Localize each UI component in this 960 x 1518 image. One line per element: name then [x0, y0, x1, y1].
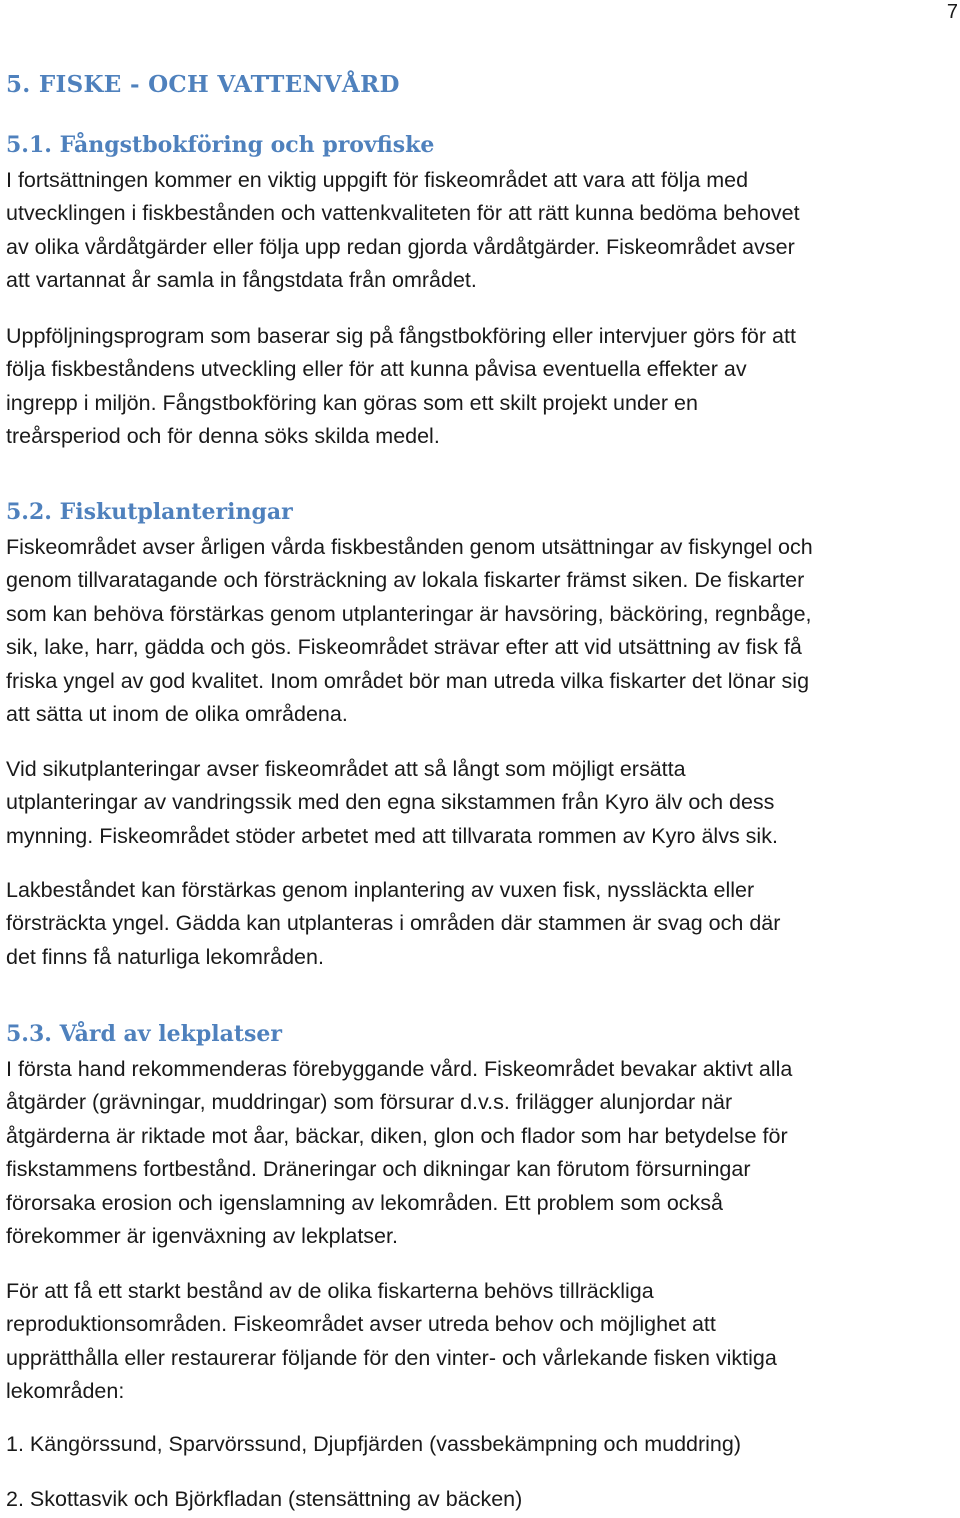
text-line: reproduktionsområden. Fiskeområdet avser utreda behov och möjlighet att	[6, 1312, 716, 1337]
section-heading-5-2: 5.2. Fiskutplanteringar	[6, 499, 293, 525]
text-line: friska yngel av god kvalitet. Inom området bör man utreda vilka fiskarter det lönar sig	[6, 668, 810, 693]
text-line: Uppföljningsprogram som baserar sig på fångstbokföring eller intervjuer görs för att	[6, 324, 796, 348]
page-number: 7	[946, 1, 958, 23]
text-line: att sätta ut inom de olika områdena.	[6, 702, 348, 727]
paragraph	[6, 531, 960, 731]
text-line: upprätthålla eller restaurerar följande för den vinter- och vårlekande fisken viktiga	[6, 1345, 777, 1370]
text-line: 1. Kängörssund, Sparvörssund, Djupfjärden (vassbekämpning och muddring)	[6, 1432, 741, 1456]
paragraph	[6, 874, 960, 974]
text-line: fiskstammens fortbestånd. Dräneringar och dikningar kan förutom försurningar	[6, 1157, 751, 1182]
text-line: utplanteringar av vandringssik med den egna sikstammen från Kyro älv och dess	[6, 790, 775, 815]
text-line: I första hand rekommenderas förebyggande vård. Fiskeområdet bevakar aktivt alla	[6, 1057, 793, 1081]
text-line: åtgärder (grävningar, muddringar) som försurar d.v.s. frilägger alunjordar när	[6, 1090, 733, 1115]
text-line: som kan behöva förstärkas genom utplanteringar är havsöring, bäcköring, regnbåge,	[6, 601, 812, 626]
text-line: genom tillvaratagande och försträckning av lokala fiskarter främst siken. De fiskarter	[6, 568, 805, 593]
text-line: treårsperiod och för denna söks skilda medel.	[6, 424, 440, 449]
text-line: Fiskeområdet avser årligen vårda fiskbestånden genom utsättningar av fiskyngel och	[6, 535, 813, 559]
paragraph	[6, 320, 960, 454]
text-line: mynning. Fiskeområdet stöder arbetet med att tillvarata rommen av Kyro älvs sik.	[6, 823, 778, 848]
text-line: I fortsättningen kommer en viktig uppgift för fiskeområdet att vara att följa med	[6, 168, 749, 192]
text-line: försträckta yngel. Gädda kan utplanteras i områden där stammen är svag och där	[6, 911, 781, 936]
list-item	[6, 1428, 960, 1461]
section-heading-5-3: 5.3. Vård av lekplatser	[6, 1021, 282, 1047]
chapter-heading: 5. FISKE - OCH VATTENVÅRD	[6, 71, 400, 98]
text-line: lekområden:	[6, 1379, 125, 1404]
text-line: sik, lake, harr, gädda och gös. Fiskeområdet strävar efter att vid utsättning av fisk få	[6, 635, 802, 660]
text-line: förorsaka erosion och igenslamning av lekområden. Ett problem som också	[6, 1190, 724, 1215]
text-line: att vartannat år samla in fångstdata från området.	[6, 268, 477, 293]
text-line: ingrepp i miljön. Fångstbokföring kan göras som ett skilt projekt under en	[6, 390, 698, 415]
text-line: utvecklingen i fiskbestånden och vattenkvaliteten för att rätt kunna bedöma behovet	[6, 201, 800, 226]
text-line: av olika vårdåtgärder eller följa upp redan gjorda vårdåtgärder. Fiskeområdet avser	[6, 234, 795, 259]
text-line: åtgärderna är riktade mot åar, bäckar, diken, glon och flador som har betydelse för	[6, 1123, 788, 1148]
text-line: förekommer är igenväxning av lekplatser.	[6, 1224, 398, 1249]
section-heading-5-1: 5.1. Fångstbokföring och provfiske	[6, 132, 435, 158]
text-line: följa fiskbeståndens utveckling eller för att kunna påvisa eventuella effekter av	[6, 357, 747, 382]
paragraph	[6, 164, 960, 298]
text-line: För att få ett starkt bestånd av de olika fiskarterna behövs tillräckliga	[6, 1279, 654, 1303]
text-line: 2. Skottasvik och Björkfladan (stensättning av bäcken)	[6, 1487, 523, 1511]
text-line: Vid sikutplanteringar avser fiskeområdet att så långt som möjligt ersätta	[6, 757, 686, 781]
list-item	[6, 1483, 960, 1516]
paragraph	[6, 1275, 960, 1409]
paragraph	[6, 1053, 960, 1253]
paragraph	[6, 753, 960, 853]
text-line: det finns få naturliga lekområden.	[6, 944, 324, 969]
text-line: Lakbeståndet kan förstärkas genom inplantering av vuxen fisk, nyssläckta eller	[6, 878, 755, 902]
